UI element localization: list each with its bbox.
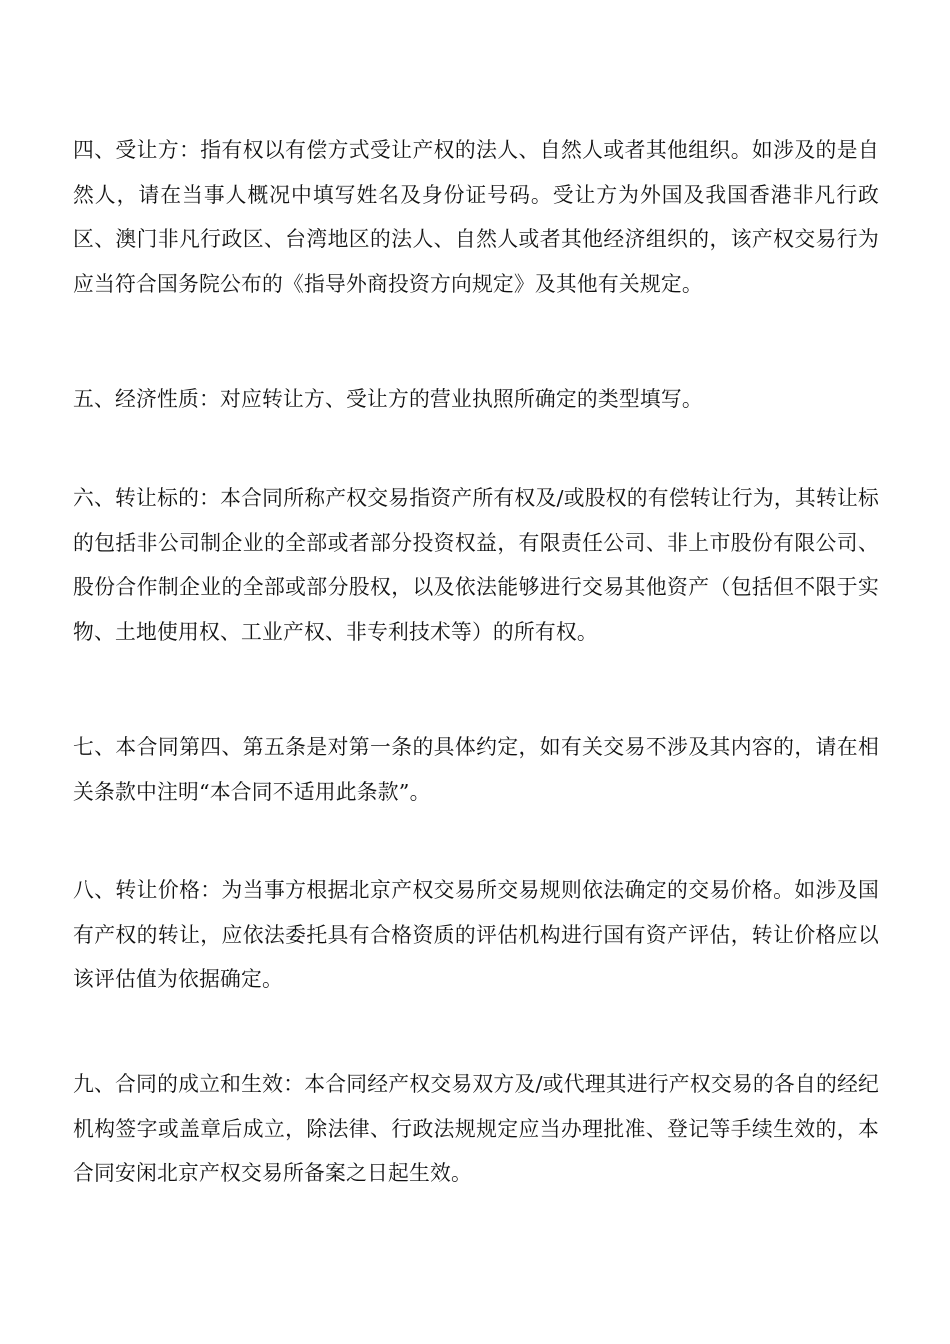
clause-7-specific-agreement: 七、本合同第四、第五条是对第一条的具体约定，如有关交易不涉及其内容的，请在相关条款中注明“本合同不适用此条款”。 — [73, 735, 879, 804]
clause-9-effectiveness: 九、合同的成立和生效：本合同经产权交易双方及/或代理其进行产权交易的各自的经纪机构签字或盖章后成立，除法律、行政法规规定应当办理批准、登记等手续生效的，本合同安闲北京产权交易所备案之日起生效。 — [73, 1072, 879, 1185]
clause-6-transfer-object: 六、转让标的：本合同所称产权交易指资产所有权及/或股权的有偿转让行为，其转让标的包括非公司制企业的全部或者部分投资权益，有限责任公司、非上市股份有限公司、股份合作制企业的全部或部分股权，以及依法能够进行交易其他资产（包括但不限于实物、土地使用权、工业产权、非专利技术等）的所有权。 — [73, 486, 879, 644]
clause-4-transferee: 四、受让方：指有权以有偿方式受让产权的法人、自然人或者其他组织。如涉及的是自然人，请在当事人概况中填写姓名及身份证号码。受让方为外国及我国香港非凡行政区、澳门非凡行政区、台湾地区的法人、自然人或者其他经济组织的，该产权交易行为应当符合国务院公布的《指导外商投资方向规定》及其他有关规定。 — [73, 138, 879, 296]
clause-8-transfer-price: 八、转让价格：为当事方根据北京产权交易所交易规则依法确定的交易价格。如涉及国有产权的转让，应依法委托具有合格资质的评估机构进行国有资产评估，转让价格应以该评估值为依据确定。 — [73, 878, 879, 991]
clause-5-economic-nature: 五、经济性质：对应转让方、受让方的营业执照所确定的类型填写。 — [73, 387, 703, 411]
